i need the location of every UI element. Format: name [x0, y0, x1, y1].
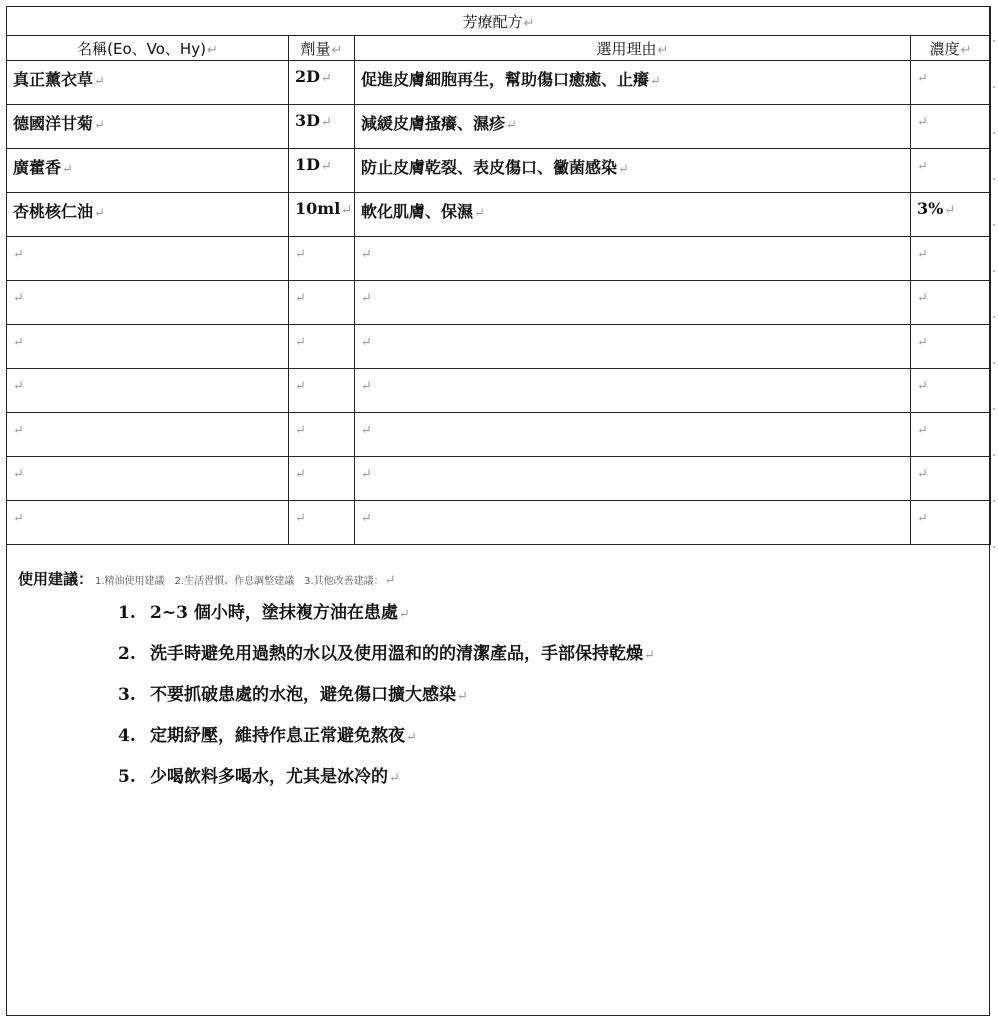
cell-name[interactable]: 真正薰衣草↵	[7, 61, 289, 105]
cell-reason[interactable]: 減緩皮膚搔癢、濕疹↵	[355, 105, 911, 149]
header-name[interactable]: 名稱(Eo、Vo、Hy)↵	[7, 36, 289, 61]
table-header-row	[7, 36, 991, 61]
aromatherapy-formula-table	[6, 6, 991, 545]
advice-item[interactable]: 4. 定期紓壓，維持作息正常避免熬夜↵	[118, 726, 417, 746]
cell-name[interactable]: ↵	[7, 413, 289, 457]
cell-concentration[interactable]: ↵	[911, 413, 991, 457]
cell-name[interactable]: 杏桃核仁油↵	[7, 193, 289, 237]
cell-reason[interactable]: ↵	[355, 281, 911, 325]
table-row	[7, 413, 991, 457]
cell-name[interactable]: ↵	[7, 281, 289, 325]
cell-reason[interactable]: ↵	[355, 413, 911, 457]
cell-dose[interactable]: 1D↵	[289, 149, 355, 193]
cell-dose[interactable]: 10ml↵	[289, 193, 355, 237]
cell-dose[interactable]: ↵	[289, 369, 355, 413]
table-row	[7, 237, 991, 281]
advice-item[interactable]: 1. 2~3 個小時，塗抹複方油在患處↵	[118, 603, 410, 623]
cell-concentration[interactable]: ↵	[911, 457, 991, 501]
advice-hint: 1.精油使用建議 2.生活習慣、作息調整建議 3.其他改善建議：	[95, 576, 384, 587]
cell-reason[interactable]: 軟化肌膚、保濕↵	[355, 193, 911, 237]
cell-concentration[interactable]: ↵	[911, 369, 991, 413]
cell-dose[interactable]: ↵	[289, 413, 355, 457]
cell-name[interactable]: ↵	[7, 237, 289, 281]
cell-concentration[interactable]: ↵	[911, 61, 991, 105]
header-dose[interactable]: 劑量↵	[289, 36, 355, 61]
table-row	[7, 325, 991, 369]
cell-reason[interactable]: ↵	[355, 457, 911, 501]
advice-heading[interactable]: 使用建議： 1.精油使用建議 2.生活習慣、作息調整建議 3.其他改善建議：↵	[18, 570, 396, 588]
cell-dose[interactable]: ↵	[289, 325, 355, 369]
table-row	[7, 369, 991, 413]
table-row	[7, 105, 991, 149]
cell-concentration[interactable]: 3%↵	[911, 193, 991, 237]
cell-concentration[interactable]: ↵	[911, 105, 991, 149]
table-row	[7, 501, 991, 545]
cell-reason[interactable]: ↵	[355, 501, 911, 545]
cell-name[interactable]: ↵	[7, 325, 289, 369]
cell-name[interactable]: ↵	[7, 501, 289, 545]
cell-concentration[interactable]: ↵	[911, 325, 991, 369]
table-row	[7, 61, 991, 105]
cell-name[interactable]: ↵	[7, 369, 289, 413]
usage-advice	[18, 568, 978, 787]
cell-reason[interactable]: 促進皮膚細胞再生，幫助傷口癒癒、止癢↵	[355, 61, 911, 105]
cell-reason[interactable]: ↵	[355, 237, 911, 281]
cell-dose[interactable]: ↵	[289, 281, 355, 325]
cell-dose[interactable]: ↵	[289, 457, 355, 501]
cell-concentration[interactable]: ↵	[911, 237, 991, 281]
cell-name[interactable]: ↵	[7, 457, 289, 501]
cell-dose[interactable]: 2D↵	[289, 61, 355, 105]
table-title[interactable]: 芳療配方↵	[7, 7, 991, 36]
cell-dose[interactable]: ↵	[289, 237, 355, 281]
advice-item[interactable]: 3. 不要抓破患處的水泡，避免傷口擴大感染↵	[118, 685, 468, 705]
cell-dose[interactable]: 3D↵	[289, 105, 355, 149]
table-row	[7, 457, 991, 501]
table-row	[7, 281, 991, 325]
table-row	[7, 149, 991, 193]
table-title-row	[7, 7, 991, 36]
cell-reason[interactable]: 防止皮膚乾裂、表皮傷口、黴菌感染↵	[355, 149, 911, 193]
margin-marks	[993, 40, 997, 592]
cell-concentration[interactable]: ↵	[911, 501, 991, 545]
cell-dose[interactable]: ↵	[289, 501, 355, 545]
table-row	[7, 193, 991, 237]
cell-name[interactable]: 廣藿香↵	[7, 149, 289, 193]
cell-reason[interactable]: ↵	[355, 369, 911, 413]
advice-item[interactable]: 5. 少喝飲料多喝水，尤其是冰冷的↵	[118, 767, 400, 787]
header-concentration[interactable]: 濃度↵	[911, 36, 991, 61]
cell-name[interactable]: 德國洋甘菊↵	[7, 105, 289, 149]
advice-list	[118, 602, 655, 807]
cell-concentration[interactable]: ↵	[911, 149, 991, 193]
cell-reason[interactable]: ↵	[355, 325, 911, 369]
cell-concentration[interactable]: ↵	[911, 281, 991, 325]
header-reason[interactable]: 選用理由↵	[355, 36, 911, 61]
advice-item[interactable]: 2. 洗手時避免用過熱的水以及使用溫和的的清潔產品，手部保持乾燥↵	[118, 644, 655, 664]
